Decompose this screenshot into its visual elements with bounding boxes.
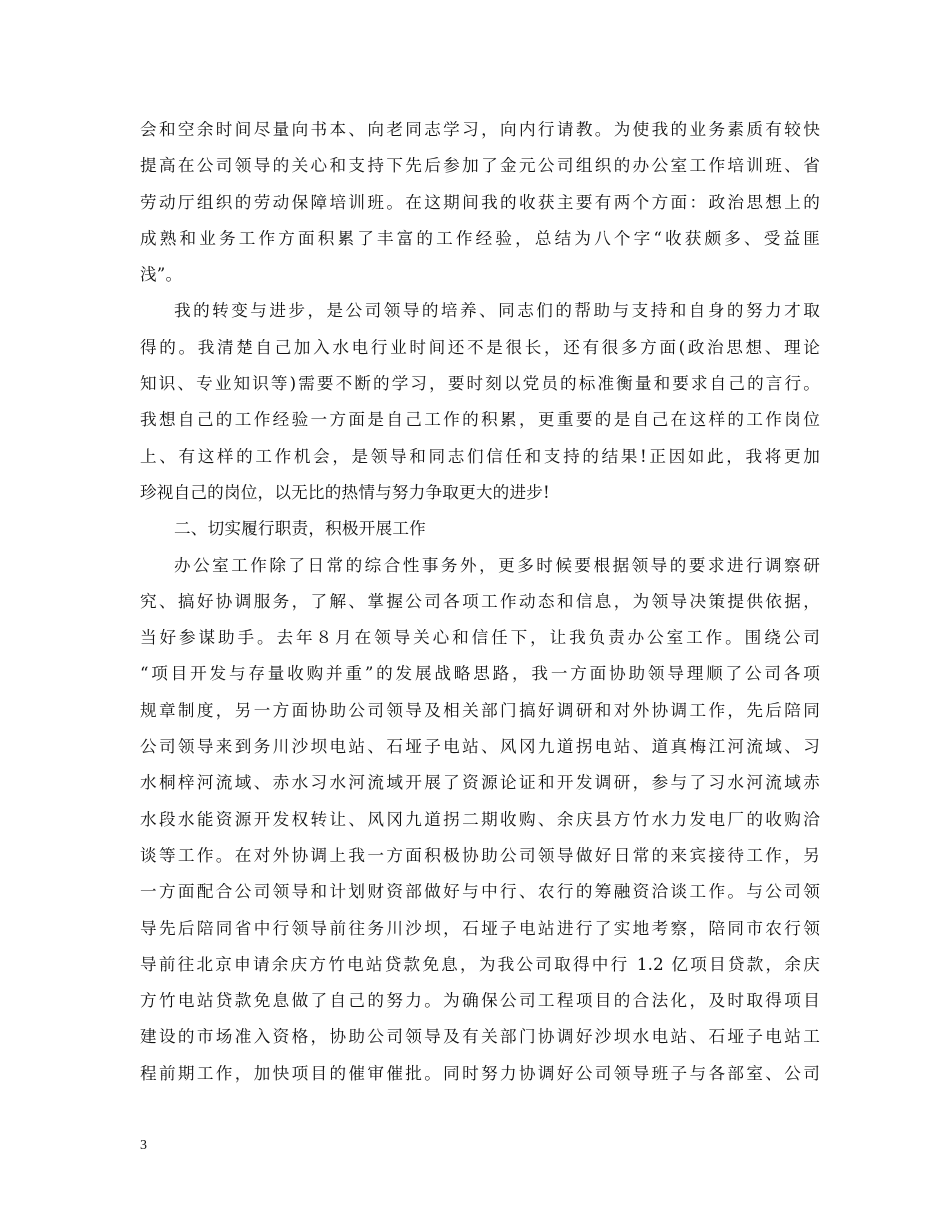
text-line: 方竹电站贷款免息做了自己的努力。为确保公司工程项目的合法化，及时取得项目 <box>140 991 820 1011</box>
text-line: 建设的市场准入资格，协助公司领导及有关部门协调好沙坝水电站、石垭子电站工 <box>140 1027 820 1047</box>
text-line: 程前期工作，加快项目的催审催批。同时努力协调好公司领导班子与各部室、公司 <box>140 1063 820 1083</box>
text-line: 水桐梓河流域、赤水习水河流域开展了资源论证和开发调研，参与了习水河流域赤 <box>140 773 820 793</box>
text-line: 浅”。 <box>140 265 183 285</box>
text-line: 知识、专业知识等)需要不断的学习，要时刻以党员的标准衡量和要求自己的言行。 <box>140 374 820 394</box>
text-line: 导前往北京申请余庆方竹电站贷款免息，为我公司取得中行 1.2 亿项目贷款，余庆 <box>140 954 820 974</box>
text-line: 得的。我清楚自己加入水电行业时间还不是很长，还有很多方面(政治思想、理论 <box>140 337 820 357</box>
text-line: 办公室工作除了日常的综合性事务外，更多时候要根据领导的要求进行调察研 <box>174 555 820 575</box>
text-line: 我的转变与进步，是公司领导的培养、同志们的帮助与支持和自身的努力才取 <box>174 301 820 321</box>
text-line: 会和空余时间尽量向书本、向老同志学习，向内行请教。为使我的业务素质有较快 <box>140 120 820 139</box>
text-line: 提高在公司领导的关心和支持下先后参加了金元公司组织的办公室工作培训班、省 <box>140 156 820 176</box>
text-line: “项目开发与存量收购并重”的发展战略思路，我一方面协助领导理顺了公司各项 <box>140 664 820 684</box>
text-line: 二、切实履行职责，积极开展工作 <box>174 519 426 539</box>
body-text <box>140 112 820 1092</box>
text-line: 导先后陪同省中行领导前往务川沙坝，石垭子电站进行了实地考察，陪同市农行领 <box>140 918 820 938</box>
text-line: 公司领导来到务川沙坝电站、石垭子电站、风冈九道拐电站、道真梅江河流域、习 <box>140 737 820 757</box>
text-line: 劳动厅组织的劳动保障培训班。在这期间我的收获主要有两个方面：政治思想上的 <box>140 192 820 212</box>
page-number: 3 <box>140 1138 147 1153</box>
text-line: 规章制度，另一方面协助公司领导及相关部门搞好调研和对外协调工作，先后陪同 <box>140 700 820 720</box>
text-line: 究、搞好协调服务，了解、掌握公司各项工作动态和信息，为领导决策提供依据， <box>140 591 820 611</box>
text-line: 当好参谋助手。去年８月在领导关心和信任下，让我负责办公室工作。围绕公司 <box>140 628 820 648</box>
text-line: 珍视自己的岗位，以无比的热情与努力争取更大的进步! <box>140 482 550 502</box>
text-line: 一方面配合公司领导和计划财资部做好与中行、农行的筹融资洽谈工作。与公司领 <box>140 882 820 902</box>
text-line: 我想自己的工作经验一方面是自己工作的积累，更重要的是自己在这样的工作岗位 <box>140 410 820 430</box>
text-line: 谈等工作。在对外协调上我一方面积极协助公司领导做好日常的来宾接待工作，另 <box>140 845 820 865</box>
text-line: 成熟和业务工作方面积累了丰富的工作经验，总结为八个字“收获颇多、受益匪 <box>140 228 820 248</box>
text-line: 上、有这样的工作机会，是领导和同志们信任和支持的结果!正因如此，我将更加 <box>140 446 820 466</box>
text-line: 水段水能资源开发权转让、风冈九道拐二期收购、余庆县方竹水力发电厂的收购洽 <box>140 809 820 829</box>
